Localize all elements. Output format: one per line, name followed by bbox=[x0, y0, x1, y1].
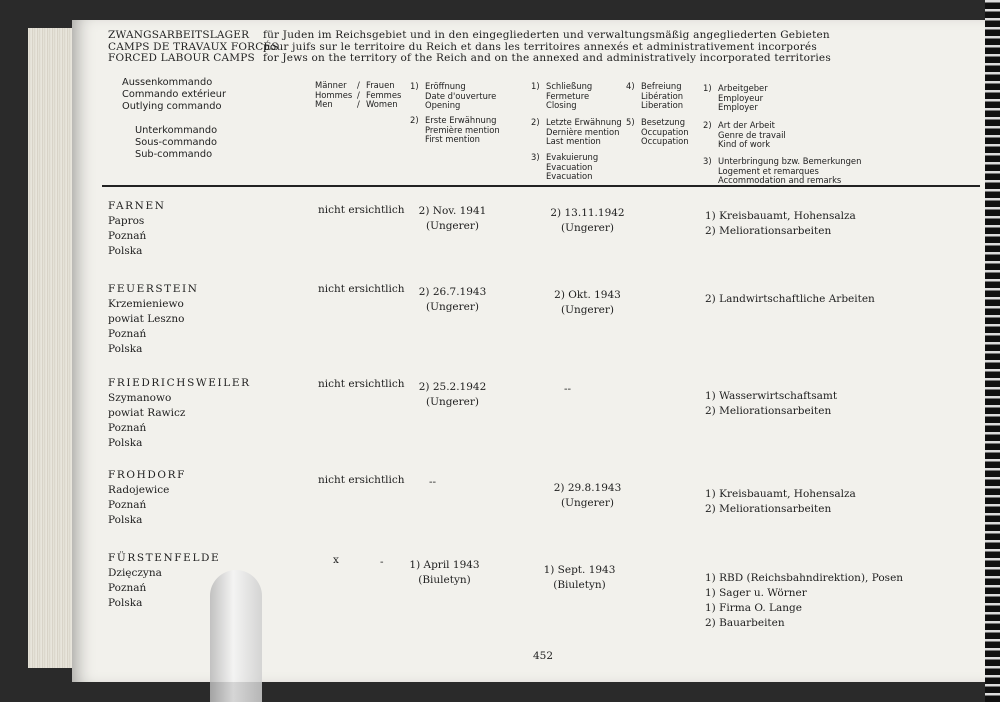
liberation-de: Befreiung bbox=[641, 81, 682, 91]
unterkommando-en: Sub-commando bbox=[135, 148, 213, 160]
persons-count-men: x bbox=[333, 554, 339, 566]
aussenkommando-en: Outlying commando bbox=[122, 100, 222, 112]
subtitle-fr: pour juifs sur le territoire du Reich et dans les territoires annexés et administrativement incorporés bbox=[263, 40, 817, 53]
column-header-closing-num bbox=[531, 82, 540, 92]
closing-num: 1) bbox=[531, 81, 540, 91]
place-line: Szymanowo bbox=[108, 392, 172, 404]
column-header-occupation bbox=[641, 118, 689, 147]
header-divider bbox=[102, 185, 980, 187]
page-title bbox=[108, 30, 279, 65]
place-line: Polska bbox=[108, 245, 143, 257]
occupation-en: Occupation bbox=[641, 136, 689, 147]
column-header-liberation-num bbox=[626, 82, 635, 92]
closing-source: (Ungerer) bbox=[561, 304, 614, 316]
closing-date: 2) Okt. 1943 bbox=[554, 289, 621, 301]
column-header-opening-num bbox=[410, 82, 419, 92]
employer-de: Arbeitgeber bbox=[718, 83, 768, 93]
liberation-fr: Libération bbox=[641, 90, 684, 101]
column-header-first-mention bbox=[425, 116, 500, 145]
first-mention-en: First mention bbox=[425, 134, 480, 145]
remark-line: 1) RBD (Reichsbahndirektion), Posen bbox=[705, 572, 904, 584]
opening-fr: Date d'ouverture bbox=[425, 90, 497, 101]
entry-friedrichsweiler-location bbox=[108, 376, 251, 451]
place-line: Dzięczyna bbox=[108, 567, 162, 579]
column-header-occupation-num bbox=[626, 118, 635, 128]
remark-line: 1) Firma O. Lange bbox=[705, 602, 802, 614]
place-line: powiat Rawicz bbox=[108, 407, 186, 419]
persons-count: nicht ersichtlich bbox=[318, 204, 405, 216]
title-de: ZWANGSARBEITSLAGER bbox=[108, 29, 250, 41]
accommodation-fr: Logement et remarques bbox=[718, 165, 819, 176]
closing-fr: Fermeture bbox=[546, 90, 590, 101]
last-mention-de: Letzte Erwähnung bbox=[546, 117, 622, 127]
closing-date: -- bbox=[563, 383, 572, 395]
aussenkommando-de: Aussenkommando bbox=[122, 77, 213, 88]
occupation-num: 5) bbox=[626, 117, 635, 127]
last-mention-en: Last mention bbox=[546, 136, 601, 147]
opening-en: Opening bbox=[425, 100, 461, 111]
remark-line: 2) Landwirtschaftliche Arbeiten bbox=[705, 293, 875, 305]
employer-num: 1) bbox=[703, 83, 712, 93]
work-fr: Genre de travail bbox=[718, 129, 786, 140]
closing-source: (Ungerer) bbox=[561, 497, 614, 509]
entry-fuerstenfelde-remarks bbox=[705, 571, 903, 631]
camp-name: FEUERSTEIN bbox=[108, 283, 199, 295]
closing-source: (Ungerer) bbox=[561, 222, 614, 234]
opening-date: 1) April 1943 bbox=[409, 559, 480, 571]
liberation-num: 4) bbox=[626, 81, 635, 91]
opening-source: (Ungerer) bbox=[426, 301, 479, 313]
place-line: Polska bbox=[108, 597, 143, 609]
column-header-men bbox=[315, 81, 352, 110]
column-header-aussenkommando bbox=[122, 77, 226, 112]
employer-fr: Employeur bbox=[718, 92, 764, 103]
column-header-last-mention bbox=[546, 118, 622, 147]
women-fr: Femmes bbox=[366, 89, 402, 100]
entry-farnen-opening bbox=[405, 204, 500, 234]
column-header-first-mention-num bbox=[410, 116, 419, 126]
closing-en: Closing bbox=[546, 100, 577, 111]
camp-name: FARNEN bbox=[108, 200, 166, 212]
place-line: Papros bbox=[108, 215, 145, 227]
entry-fuerstenfelde-location bbox=[108, 551, 220, 611]
subtitle-en: for Jews on the territory of the Reich and on the annexed and administratively incorporated territories bbox=[263, 52, 831, 64]
last-mention-num: 2) bbox=[531, 117, 540, 127]
place-line: Poznań bbox=[108, 230, 147, 242]
accommodation-en: Accommodation and remarks bbox=[718, 175, 842, 186]
column-header-employer bbox=[718, 84, 768, 113]
column-header-work bbox=[718, 121, 786, 150]
persons-count: nicht ersichtlich bbox=[318, 474, 405, 486]
place-line: Krzemieniewo bbox=[108, 298, 184, 310]
title-fr: CAMPS DE TRAVAUX FORCÉS bbox=[108, 40, 279, 53]
place-line: powiat Leszno bbox=[108, 313, 185, 325]
remark-line: 1) Kreisbauamt, Hohensalza bbox=[705, 488, 856, 500]
persons-count-women: - bbox=[380, 556, 384, 568]
entry-fuerstenfelde-opening bbox=[397, 558, 492, 588]
liberation-en: Liberation bbox=[641, 100, 684, 111]
column-header-accommodation bbox=[718, 157, 861, 186]
adjacent-page-edge bbox=[985, 0, 1000, 702]
entry-friedrichsweiler-closing bbox=[520, 382, 615, 397]
remark-line: 2) Meliorationsarbeiten bbox=[705, 225, 832, 237]
remark-line: 2) Bauarbeiten bbox=[705, 617, 785, 629]
column-header-accommodation-num bbox=[703, 157, 712, 167]
column-header-work-num bbox=[703, 121, 712, 131]
opening-source: (Biuletyn) bbox=[418, 574, 471, 586]
column-header-opening bbox=[425, 82, 496, 111]
persons-count: nicht ersichtlich bbox=[318, 283, 405, 295]
opening-date: 2) 25.2.1942 bbox=[418, 381, 487, 393]
place-line: Polska bbox=[108, 343, 143, 355]
entry-farnen-location bbox=[108, 199, 166, 259]
place-line: Poznań bbox=[108, 422, 147, 434]
place-line: Polska bbox=[108, 514, 143, 526]
entry-frohdorf-location bbox=[108, 468, 186, 528]
aussenkommando-fr: Commando extérieur bbox=[122, 88, 226, 100]
entry-frohdorf-opening bbox=[385, 475, 480, 490]
opening-date: 2) Nov. 1941 bbox=[418, 205, 487, 217]
closing-date: 2) 13.11.1942 bbox=[550, 207, 625, 219]
title-en: FORCED LABOUR CAMPS bbox=[108, 52, 255, 64]
women-en: Women bbox=[366, 99, 398, 110]
first-mention-fr: Première mention bbox=[425, 124, 500, 135]
first-mention-num: 2) bbox=[410, 115, 419, 125]
evacuation-fr: Evacuation bbox=[546, 161, 593, 172]
slash-1: / bbox=[357, 80, 360, 90]
opening-source: (Ungerer) bbox=[426, 220, 479, 232]
closing-de: Schließung bbox=[546, 81, 593, 91]
book-page-edges bbox=[28, 28, 78, 668]
closing-date: 1) Sept. 1943 bbox=[543, 564, 616, 576]
page-subtitle bbox=[263, 30, 831, 65]
entry-fuerstenfelde-closing bbox=[532, 563, 627, 593]
opening-de: Eröffnung bbox=[425, 81, 466, 91]
column-header-evacuation bbox=[546, 153, 598, 182]
accommodation-de: Unterbringung bzw. Bemerkungen bbox=[718, 156, 862, 166]
first-mention-de: Erste Erwähnung bbox=[425, 115, 497, 125]
occupation-fr: Occupation bbox=[641, 126, 689, 137]
closing-date: 2) 29.8.1943 bbox=[553, 482, 622, 494]
slash-3: / bbox=[357, 99, 360, 110]
remark-line: 1) Sager u. Wörner bbox=[705, 587, 807, 599]
place-line: Poznań bbox=[108, 499, 147, 511]
entry-frohdorf-closing bbox=[540, 481, 635, 511]
camp-name: FRIEDRICHSWEILER bbox=[108, 377, 251, 389]
men-de: Männer bbox=[315, 80, 347, 90]
unterkommando-de: Unterkommando bbox=[135, 125, 218, 136]
opening-source: (Ungerer) bbox=[426, 396, 479, 408]
place-line: Polska bbox=[108, 437, 143, 449]
place-line: Radojewice bbox=[108, 484, 170, 496]
entry-farnen-remarks bbox=[705, 209, 856, 239]
employer-en: Employer bbox=[718, 102, 758, 113]
remark-line: 1) Kreisbauamt, Hohensalza bbox=[705, 210, 856, 222]
men-fr: Hommes bbox=[315, 89, 353, 100]
column-header-closing bbox=[546, 82, 592, 111]
column-header-women bbox=[366, 81, 401, 110]
entry-frohdorf-remarks bbox=[705, 487, 856, 517]
column-header-slashes bbox=[357, 81, 360, 110]
persons-count: nicht ersichtlich bbox=[318, 378, 405, 390]
column-header-unterkommando bbox=[135, 125, 217, 160]
place-line: Poznań bbox=[108, 328, 147, 340]
closing-source: (Biuletyn) bbox=[553, 579, 606, 591]
last-mention-fr: Dernière mention bbox=[546, 126, 620, 137]
work-en: Kind of work bbox=[718, 139, 771, 150]
opening-date: 2) 26.7.1943 bbox=[418, 286, 487, 298]
column-header-employer-num bbox=[703, 84, 712, 94]
occupation-de: Besetzung bbox=[641, 117, 686, 127]
column-header-evacuation-num bbox=[531, 153, 540, 163]
opening-date: -- bbox=[428, 476, 437, 488]
work-de: Art der Arbeit bbox=[718, 120, 775, 130]
slash-2: / bbox=[357, 89, 360, 100]
column-header-last-mention-num bbox=[531, 118, 540, 128]
opening-num: 1) bbox=[410, 81, 419, 91]
remark-line: 1) Wasserwirtschaftsamt bbox=[705, 390, 838, 402]
entry-farnen-closing bbox=[540, 206, 635, 236]
page-number: 452 bbox=[533, 650, 554, 662]
camp-name: FROHDORF bbox=[108, 469, 186, 481]
column-header-liberation bbox=[641, 82, 683, 111]
entry-feuerstein-opening bbox=[405, 285, 500, 315]
entry-feuerstein-location bbox=[108, 282, 199, 357]
subtitle-de: für Juden im Reichsgebiet und in den eingegliederten und verwaltungsmäßig angegliederten Gebieten bbox=[263, 29, 830, 41]
evacuation-de: Evakuierung bbox=[546, 152, 599, 162]
entry-friedrichsweiler-remarks bbox=[705, 389, 837, 419]
entry-friedrichsweiler-opening bbox=[405, 380, 500, 410]
accommodation-num: 3) bbox=[703, 156, 712, 166]
entry-feuerstein-remarks bbox=[705, 292, 875, 307]
page-holder-clip bbox=[210, 570, 262, 702]
entry-feuerstein-closing bbox=[540, 288, 635, 318]
work-num: 2) bbox=[703, 120, 712, 130]
women-de: Frauen bbox=[366, 80, 395, 90]
unterkommando-fr: Sous-commando bbox=[135, 136, 217, 148]
place-line: Poznań bbox=[108, 582, 147, 594]
remark-line: 2) Meliorationsarbeiten bbox=[705, 405, 832, 417]
camp-name: FÜRSTENFELDE bbox=[108, 552, 221, 564]
evacuation-en: Evacuation bbox=[546, 171, 593, 182]
evacuation-num: 3) bbox=[531, 152, 540, 162]
remark-line: 2) Meliorationsarbeiten bbox=[705, 503, 832, 515]
men-en: Men bbox=[315, 99, 333, 110]
